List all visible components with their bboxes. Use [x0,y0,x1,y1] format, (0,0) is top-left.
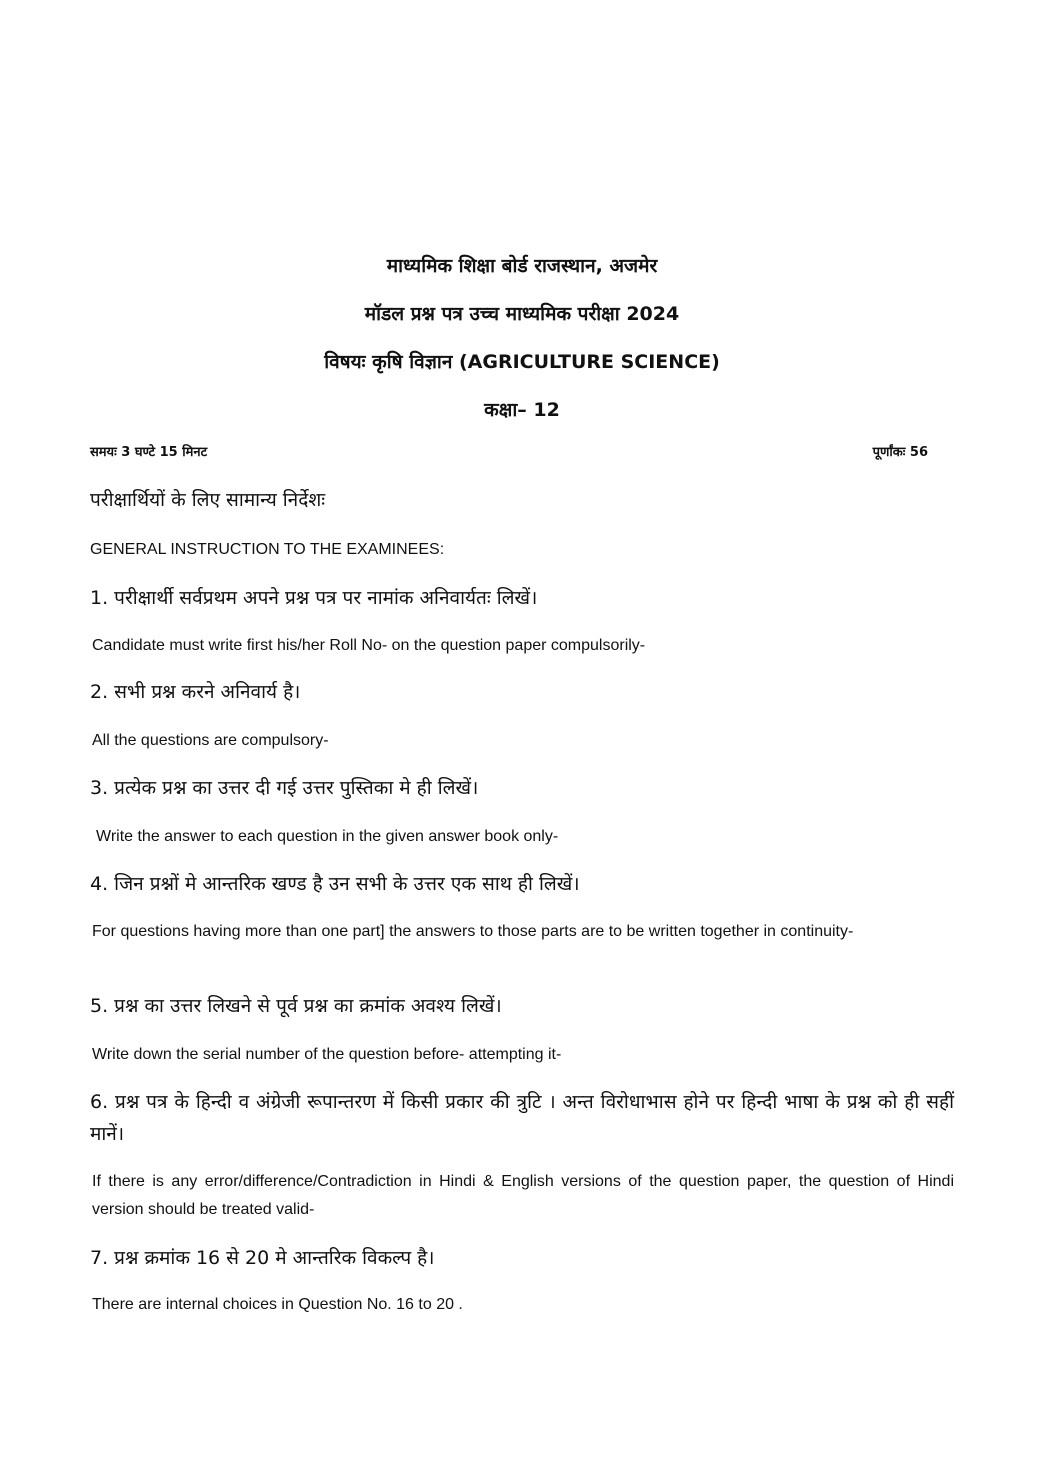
subject-title: विषयः कृषि विज्ञान (AGRICULTURE SCIENCE) [324,351,720,373]
instruction-7-english: There are internal choices in Question No. 16 to 20 . [92,1296,463,1313]
instruction-2-hindi: 2. सभी प्रश्न करने अनिवार्य है। [90,681,301,703]
instructions-title-hindi: परीक्षार्थियों के लिए सामान्य निर्देशः [90,489,326,511]
instruction-5-english: Write down the serial number of the question before- attempting it- [92,1046,562,1063]
instructions-title-english: GENERAL INSTRUCTION TO THE EXAMINEES: [90,541,445,558]
instruction-1-english: Candidate must write first his/her Roll No- on the question paper compulsorily- [92,637,646,654]
instruction-2-english: All the questions are compulsory- [92,732,329,749]
instruction-1-hindi: 1. परीक्षार्थी सर्वप्रथम अपने प्रश्न पत्र पर नामांक अनिवार्यतः लिखें। [90,587,538,609]
instruction-3-hindi: 3. प्रत्येक प्रश्न का उत्तर दी गई उत्तर पुस्तिका मे ही लिखें। [90,777,479,799]
instruction-6-english: If there is any error/difference/Contradiction in Hindi & English versions of the question paper, the question of Hindi version should be treated valid- [92,1173,954,1218]
board-title: माध्यमिक शिक्षा बोर्ड राजस्थान, अजमेर [386,255,658,277]
class-title: कक्षा– 12 [484,399,560,421]
instruction-3-english: Write the answer to each question in the given answer book only- [96,828,559,845]
instruction-4-english: For questions having more than one part] the answers to those parts are to be written together in continuity- [92,923,854,940]
max-marks: पूर्णांकः 56 [872,445,928,460]
exam-title: मॉडल प्रश्न पत्र उच्च माध्यमिक परीक्षा 2024 [364,303,680,325]
time-allowed: समयः 3 घण्टे 15 मिनट [90,445,208,460]
instruction-5-hindi: 5. प्रश्न का उत्तर लिखने से पूर्व प्रश्न का क्रमांक अवश्य लिखें। [90,995,502,1017]
instruction-7-hindi: 7. प्रश्न क्रमांक 16 से 20 मे आन्तरिक विकल्प है। [90,1247,435,1269]
instruction-6-hindi: 6. प्रश्न पत्र के हिन्दी व अंग्रेजी रूपान्तरण में किसी प्रकार की त्रुटि । अन्त विरोधाभास होने पर हिन्दी भाषा के प्रश्न को ही सहीं मानें। [90,1091,954,1145]
instruction-4-hindi: 4. जिन प्रश्नों मे आन्तरिक खण्ड है उन सभी के उत्तर एक साथ ही लिखें। [90,873,580,895]
